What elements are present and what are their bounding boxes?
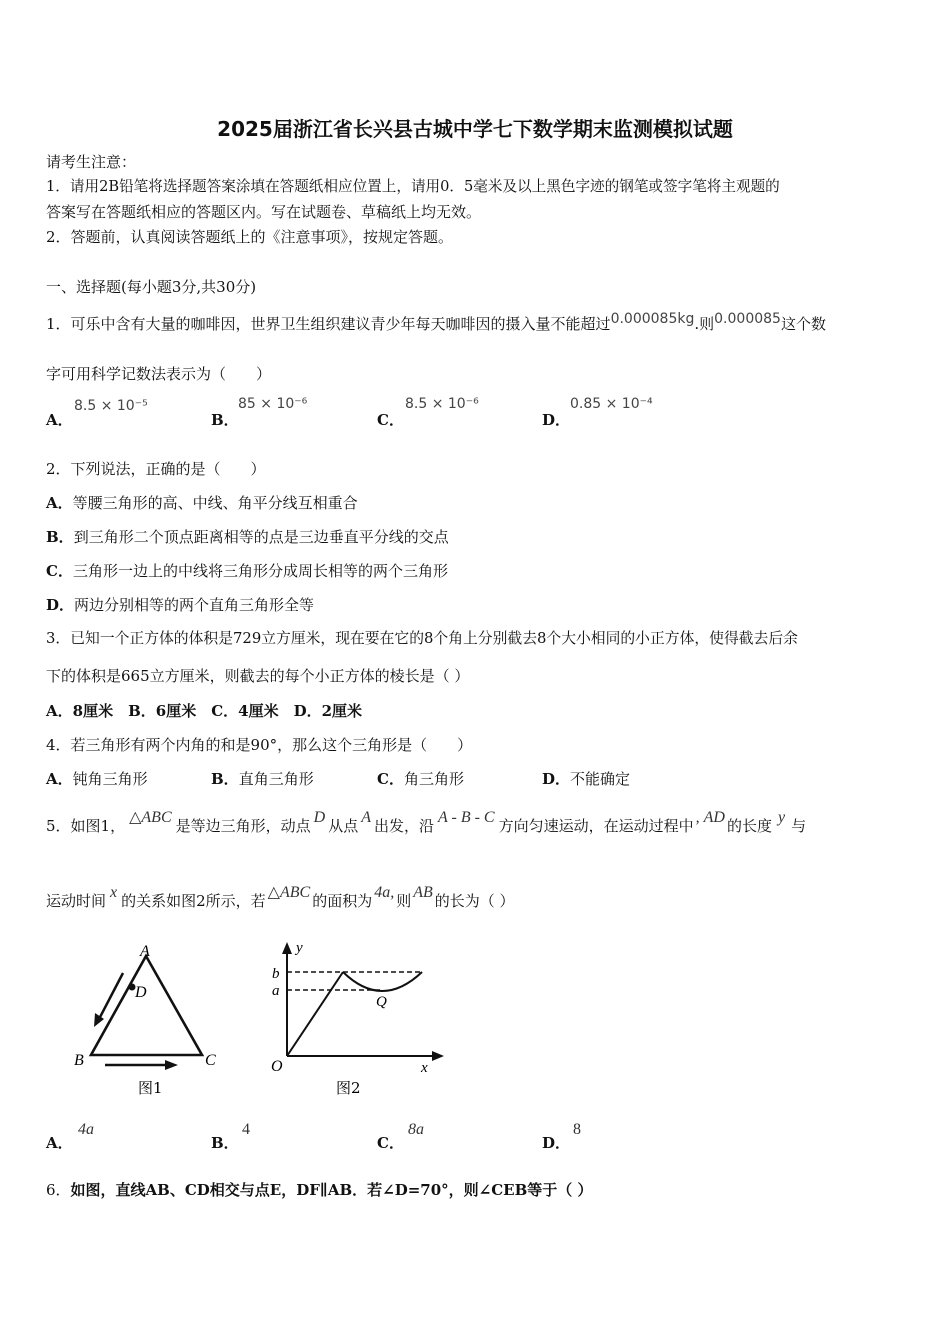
fig2-label-y: y xyxy=(296,940,303,956)
question-number: 1． xyxy=(46,315,71,333)
q2-option-c: C．三角形一边上的中线将三角形分成周长相等的两个三角形 xyxy=(46,562,448,580)
fig1-label-a: A xyxy=(140,943,150,960)
q1-option-d: D． xyxy=(542,411,571,429)
q1-option-c-value: 8.5 × 10⁻⁶ xyxy=(405,396,479,412)
q1-option-b-value: 85 × 10⁻⁶ xyxy=(238,396,308,412)
q5-option-b: B． xyxy=(211,1134,239,1152)
fig2-caption: 图2 xyxy=(336,1079,361,1097)
q4-option-a: A．钝角三角形 xyxy=(46,770,148,788)
q5-math-triangle: △ABC xyxy=(129,809,172,826)
q5-option-a: A． xyxy=(46,1134,73,1152)
figure-1-triangle xyxy=(60,935,230,1105)
q1-option-a-value: 8.5 × 10⁻⁵ xyxy=(74,398,148,414)
question-3-line-2: 下的体积是665立方厘米，则截去的每个小正方体的棱长是（ ） xyxy=(46,667,470,685)
question-4-stem: 4．若三角形有两个内角的和是90°，那么这个三角形是（ ） xyxy=(46,736,473,754)
q5-option-b-value: 4 xyxy=(242,1121,250,1138)
section-heading: 一、选择题(每小题3分,共30分) xyxy=(46,278,257,296)
fig1-label-c: C xyxy=(205,1052,216,1069)
question-5-line-1: 5．如图1， △ABC 是等边三角形，动点 D 从点 A 出发，沿 A - B - C 方向匀速运动，在运动过程中 , AD 的长度 y 与 xyxy=(46,809,807,835)
q5-option-c: C． xyxy=(377,1134,404,1152)
page-title: 2025届浙江省长兴县古城中学七下数学期末监测模拟试题 xyxy=(217,117,733,141)
question-5-line-2: 运动时间 x 的关系如图2所示，若 △ABC 的面积为 4a, 则 AB 的长为（ ） xyxy=(46,884,515,910)
q4-option-b: B．直角三角形 xyxy=(211,770,314,788)
question-1-line-1 xyxy=(46,311,826,335)
q5-option-c-value: 8a xyxy=(408,1121,424,1138)
q2-option-b: B．到三角形二个顶点距离相等的点是三边垂直平分线的交点 xyxy=(46,528,449,546)
notice-line-1: 1．请用2B铅笔将选择题答案涂填在答题纸相应位置上，请用0．5毫米及以上黑色字迹的钢笔或签字笔将主观题的 xyxy=(46,178,780,195)
fig2-label-q: Q xyxy=(376,994,387,1010)
question-6-stem: 6．如图，直线AB、CD相交与点E，DF∥AB．若∠D=70°，则∠CEB等于（ ） xyxy=(46,1181,593,1199)
fig2-label-x: x xyxy=(421,1060,428,1076)
notice-heading: 请考生注意： xyxy=(46,153,137,171)
q1-option-c: C． xyxy=(377,411,404,429)
q3-options: A．8厘米 B．6厘米 C．4厘米 D．2厘米 xyxy=(46,702,363,720)
q1-option-d-value: 0.85 × 10⁻⁴ xyxy=(570,396,653,412)
fig1-caption: 图1 xyxy=(138,1079,163,1097)
fig1-label-b: B xyxy=(74,1052,84,1069)
q1-option-a: A． xyxy=(46,411,73,429)
q4-option-d: D．不能确定 xyxy=(542,770,631,788)
q2-option-a: A．等腰三角形的高、中线、角平分线互相重合 xyxy=(46,494,358,512)
q4-option-c: C．角三角形 xyxy=(377,770,464,788)
fig2-label-o: O xyxy=(271,1058,283,1075)
q1-option-b: B． xyxy=(211,411,239,429)
q1-math-1: 0.000085kg xyxy=(610,311,695,327)
notice-line-2: 答案写在答题纸相应的答题区内。写在试题卷、草稿纸上均无效。 xyxy=(46,203,482,221)
question-3-line-1: 3．已知一个正方体的体积是729立方厘米，现在要在它的8个角上分别截去8个大小相同的小正方体，使得截去后余 xyxy=(46,630,798,647)
q1-text-b: .则 xyxy=(694,315,715,333)
q1-text-a: 可乐中含有大量的咖啡因，世界卫生组织建议青少年每天咖啡因的摄入量不能超过 xyxy=(70,315,611,333)
q5-option-d-value: 8 xyxy=(573,1121,581,1138)
fig2-label-b: b xyxy=(272,966,280,982)
fig2-label-a: a xyxy=(272,983,280,999)
figure-2-graph xyxy=(260,935,450,1105)
fig1-label-d: D xyxy=(135,984,147,1001)
notice-line-3: 2．答题前，认真阅读答题纸上的《注意事项》，按规定答题。 xyxy=(46,228,454,246)
q1-text-c: 这个数 xyxy=(780,315,826,333)
q5-option-d: D． xyxy=(542,1134,571,1152)
question-1-line-2: 字可用科学记数法表示为（ ） xyxy=(46,365,272,383)
question-2-stem: 2．下列说法，正确的是（ ） xyxy=(46,460,266,478)
q2-option-d: D．两边分别相等的两个直角三角形全等 xyxy=(46,596,315,614)
q1-math-2: 0.000085 xyxy=(714,311,781,327)
q5-option-a-value: 4a xyxy=(78,1121,94,1138)
